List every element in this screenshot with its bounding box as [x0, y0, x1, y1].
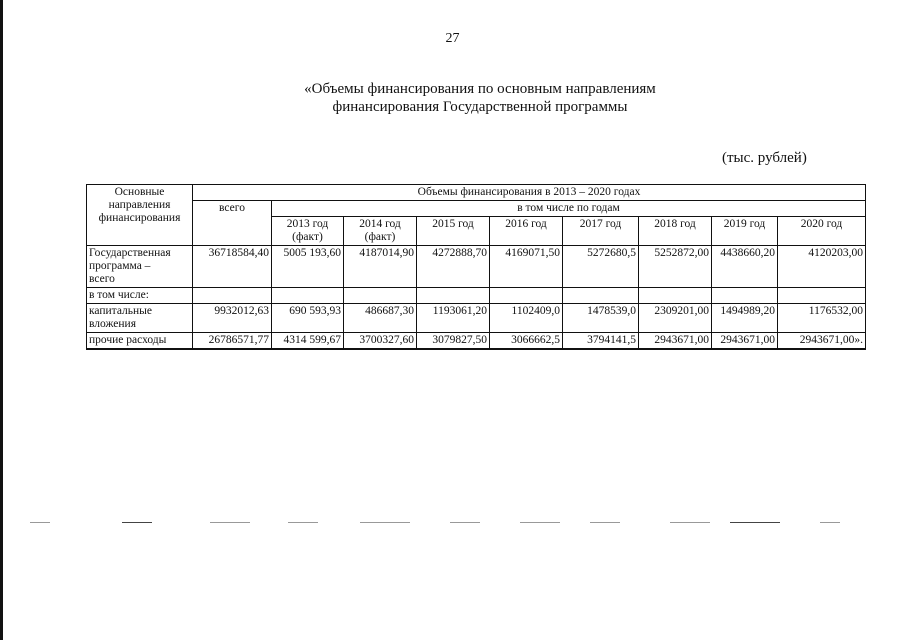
cell-other-2013: 4314 599,67 [272, 333, 344, 350]
year-label: 2013 год [286, 218, 329, 230]
row-label-line: вложения [89, 318, 136, 330]
empty-cell [272, 288, 344, 304]
year-label: 2018 год [654, 218, 696, 230]
cell-other-2017: 3794141,5 [563, 333, 639, 350]
cell-capital-2018: 2309201,00 [639, 304, 712, 333]
empty-cell [344, 288, 417, 304]
header-year-2017 [563, 217, 639, 246]
cell-capital-total: 9932012,63 [193, 304, 272, 333]
cell-program-2020: 4120203,00 [778, 246, 866, 288]
table-row-other [87, 333, 866, 350]
header-year-2014 [344, 217, 417, 246]
header-directions-line: финансирования [98, 212, 181, 224]
row-label-line: капитальные [89, 305, 153, 317]
cell-capital-2013: 690 593,93 [272, 304, 344, 333]
row-label-including: в том числе: [87, 288, 193, 304]
header-group-title: Объемы финансирования в 2013 – 2020 годах [193, 185, 866, 201]
empty-cell [639, 288, 712, 304]
row-label-capital [87, 304, 193, 333]
scan-artifact-line [30, 522, 890, 524]
header-total: всего [193, 201, 272, 246]
cell-program-2015: 4272888,70 [417, 246, 490, 288]
cell-capital-2017: 1478539,0 [563, 304, 639, 333]
empty-cell [490, 288, 563, 304]
cell-other-2019: 2943671,00 [712, 333, 778, 350]
cell-program-2018: 5252872,00 [639, 246, 712, 288]
cell-capital-2015: 1193061,20 [417, 304, 490, 333]
row-label-program [87, 246, 193, 288]
table-row-capital [87, 304, 866, 333]
year-label: 2016 год [505, 218, 547, 230]
year-label: 2015 год [432, 218, 474, 230]
row-label-line: всего [89, 273, 115, 285]
cell-capital-2020: 1176532,00 [778, 304, 866, 333]
header-directions-line: направления [108, 199, 171, 211]
cell-other-2018: 2943671,00 [639, 333, 712, 350]
cell-capital-2019: 1494989,20 [712, 304, 778, 333]
row-label-line: программа – [89, 260, 151, 272]
header-directions-line: Основные [114, 186, 165, 198]
row-label-other: прочие расходы [87, 333, 193, 350]
cell-program-total: 36718584,40 [193, 246, 272, 288]
cell-other-2020: 2943671,00». [778, 333, 866, 350]
title-line-2: финансирования Государственной программы [332, 99, 628, 115]
header-row-1 [87, 185, 866, 201]
header-year-2016 [490, 217, 563, 246]
cell-other-2015: 3079827,50 [417, 333, 490, 350]
empty-cell [712, 288, 778, 304]
units-label: (тыс. рублей) [722, 150, 807, 166]
title-line-1: «Объемы финансирования по основным направлениям [304, 81, 656, 97]
header-year-2019 [712, 217, 778, 246]
year-label: 2020 год [800, 218, 843, 230]
financing-table [86, 184, 866, 350]
cell-other-2016: 3066662,5 [490, 333, 563, 350]
header-year-2013 [272, 217, 344, 246]
empty-cell [563, 288, 639, 304]
table-row-including [87, 288, 866, 304]
year-note: (факт) [364, 231, 396, 243]
table-row-program [87, 246, 866, 288]
cell-other-2014: 3700327,60 [344, 333, 417, 350]
cell-program-2017: 5272680,5 [563, 246, 639, 288]
empty-cell [778, 288, 866, 304]
header-year-2020 [778, 217, 866, 246]
header-directions [87, 185, 193, 246]
cell-other-total: 26786571,77 [193, 333, 272, 350]
cell-program-2016: 4169071,50 [490, 246, 563, 288]
cell-program-2013: 5005 193,60 [272, 246, 344, 288]
empty-cell [417, 288, 490, 304]
cell-capital-2014: 486687,30 [344, 304, 417, 333]
cell-capital-2016: 1102409,0 [490, 304, 563, 333]
year-label: 2017 год [579, 218, 622, 230]
header-year-2018 [639, 217, 712, 246]
empty-cell [193, 288, 272, 304]
header-year-2015 [417, 217, 490, 246]
document-title [0, 80, 905, 116]
row-label-line: Государственная [89, 247, 171, 259]
year-note: (факт) [292, 231, 323, 243]
header-subgroup-title: в том числе по годам [272, 201, 866, 217]
cell-program-2019: 4438660,20 [712, 246, 778, 288]
page-number: 27 [445, 31, 460, 46]
year-label: 2019 год [723, 218, 766, 230]
year-label: 2014 год [359, 218, 401, 230]
cell-program-2014: 4187014,90 [344, 246, 417, 288]
header-row-2 [87, 201, 866, 217]
